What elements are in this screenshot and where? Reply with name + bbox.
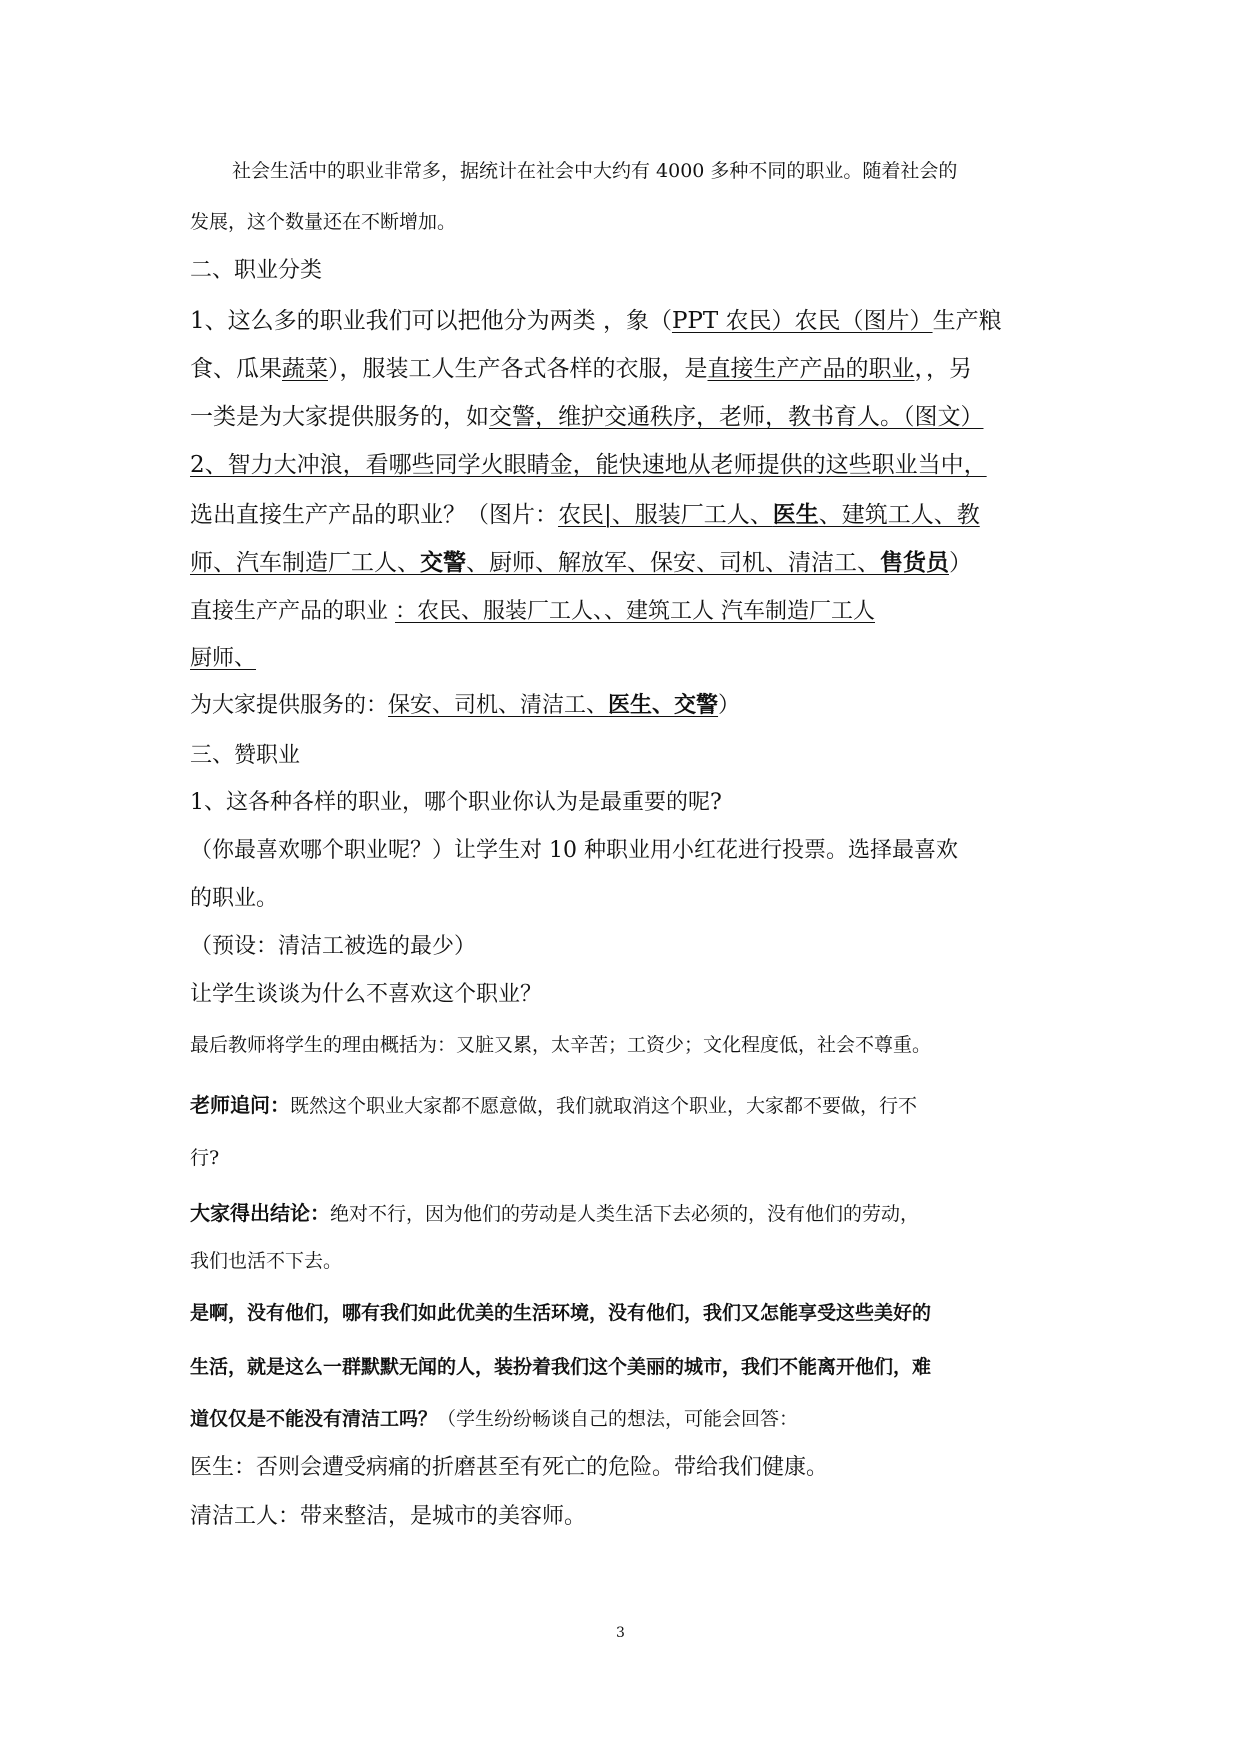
text-line — [190, 1410, 798, 1429]
bold-paragraph-line: 生活，就是这么一群默默无闻的人，装扮着我们这个美丽的城市，我们不能离开他们，难 — [190, 1356, 932, 1378]
underlined-run: 蔬菜 — [282, 356, 328, 382]
underlined-run: 师、汽车制造厂工人、 — [190, 550, 420, 576]
text-line: 我们也活不下去。 — [190, 1250, 343, 1272]
page-number: 3 — [616, 1625, 625, 1641]
bold-label: 老师追问： — [190, 1093, 290, 1117]
bold-label: 大家得出结论： — [190, 1201, 330, 1225]
text-line — [190, 406, 984, 429]
text-line: 行? — [190, 1147, 220, 1169]
text-run: 直接生产产品的职业 — [190, 599, 395, 624]
text-run: 1、这么多的职业我们可以把他分为两类 ，象（ — [190, 308, 672, 334]
underlined-run: 、厨师、解放军、保安、司机、清洁工、 — [466, 550, 880, 576]
text-line — [190, 310, 1002, 333]
underlined-run: 农民|、服装厂工人、 — [558, 502, 773, 528]
text-run: 一类是为大家提供服务的，如 — [190, 404, 489, 430]
text-line — [190, 552, 972, 575]
text-run: 食、瓜果 — [190, 356, 282, 382]
underlined-run: 、建筑工人、教 — [818, 502, 980, 528]
text-line — [190, 1203, 919, 1224]
paragraph-intro-line-2: 发展，这个数量还在不断增加。 — [190, 211, 457, 233]
text-line: （预设：清洁工被选的最少） — [190, 934, 477, 959]
text-line: 1、这各种各样的职业，哪个职业你认为是最重要的呢? — [190, 790, 722, 815]
text-run: （学生纷纷畅谈自己的想法，可能会回答： — [437, 1408, 799, 1430]
bold-paragraph-line: 是啊，没有他们，哪有我们如此优美的生活环境，没有他们，我们又怎能享受这些美好的 — [190, 1302, 932, 1324]
text-line — [190, 358, 972, 381]
underlined-run: ：农民、服装厂工人、、建筑工人 汽车制造厂工人 — [395, 599, 875, 624]
bold-underlined-run: 售货员 — [880, 550, 949, 576]
text-line: 厨师、 — [190, 646, 257, 671]
text-line — [190, 1095, 917, 1116]
text-line — [190, 504, 980, 527]
text-run: ），服装工人生产各式各样的衣服，是 — [328, 356, 708, 382]
underlined-run: 保安、司机、清洁工、 — [388, 693, 609, 718]
text-line — [190, 695, 740, 717]
text-run: 为大家提供服务的： — [190, 693, 389, 718]
text-line: 让学生谈谈为什么不喜欢这个职业？ — [190, 982, 543, 1007]
text-run: ） — [949, 550, 972, 576]
text-line: 医生：否则会遭受病痛的折磨甚至有死亡的危险。带给我们健康。 — [190, 1455, 829, 1480]
section-heading-2: 二、职业分类 — [190, 258, 323, 283]
bold-underlined-run: 医生、交警 — [608, 693, 719, 718]
bold-run: 道仅仅是不能没有清洁工吗？ — [190, 1408, 438, 1430]
text-run: 生产粮 — [932, 308, 1002, 334]
text-run: 选出直接生产产品的职业？（图片： — [190, 502, 558, 528]
text-run: ） — [718, 693, 741, 718]
section-heading-3: 三、赞职业 — [190, 743, 301, 768]
paragraph-intro-line-1: 社会生活中的职业非常多，据统计在社会中大约有 4000 多种不同的职业。随着社会的 — [232, 160, 958, 182]
text-line: 清洁工人：带来整洁，是城市的美容师。 — [190, 1504, 587, 1529]
bold-underlined-run: 医生 — [772, 502, 819, 528]
text-run: ，，另 — [914, 356, 972, 382]
underlined-run: 交警，维护交通秩序，老师，教书育人。（图文） — [489, 404, 984, 430]
text-line: 2、智力大冲浪，看哪些同学火眼睛金，能快速地从老师提供的这些职业当中， — [190, 452, 987, 478]
text-line: 最后教师将学生的理由概括为：又脏又累，太辛苦；工资少；文化程度低，社会不尊重。 — [190, 1034, 932, 1056]
text-line: （你最喜欢哪个职业呢？）让学生对 10 种职业用小红花进行投票。选择最喜欢 — [190, 838, 958, 863]
text-line — [190, 601, 875, 623]
text-run: 绝对不行，因为他们的劳动是人类生活下去必须的，没有他们的劳动， — [330, 1203, 920, 1225]
underlined-run: 直接生产产品的职业 — [707, 356, 915, 382]
bold-underlined-run: 交警 — [420, 550, 466, 576]
underlined-run: PPT 农民）农民（图片） — [671, 308, 933, 334]
text-line: 的职业。 — [190, 886, 279, 911]
text-run: 既然这个职业大家都不愿意做，我们就取消这个职业，大家都不要做，行不 — [290, 1095, 918, 1117]
